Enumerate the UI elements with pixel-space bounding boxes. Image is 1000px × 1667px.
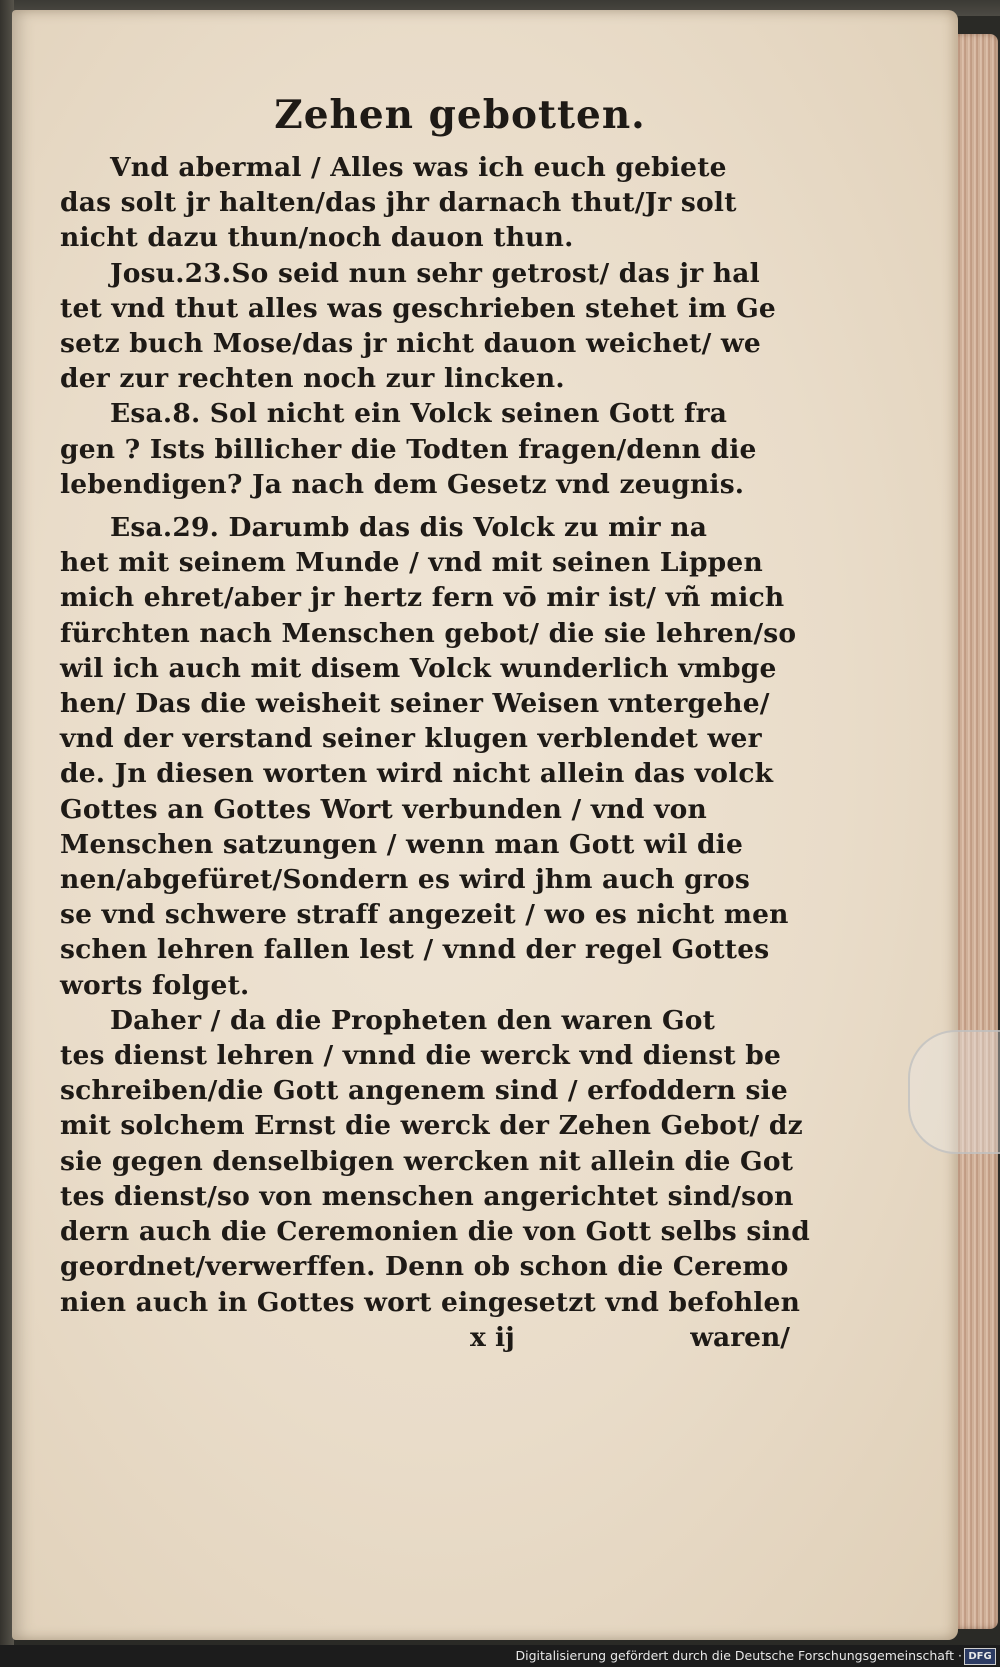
text-line: Esa.8. Sol nicht ein Volck seinen Gott fra	[110, 398, 728, 430]
text-line: se vnd schwere straff angezeit / wo es nicht men	[60, 899, 789, 931]
text-line: setz buch Mose/das jr nicht dauon weichet/ we	[60, 328, 761, 360]
page-clip	[908, 1030, 1000, 1154]
text-line: der zur rechten noch zur lincken.	[60, 363, 565, 395]
text-line: Esa.29. Darumb das dis Volck zu mir na	[110, 512, 708, 544]
text-line: worts folget.	[60, 969, 250, 1001]
text-line: tet vnd thut alles was geschrieben stehet im Ge	[60, 292, 776, 324]
text-line: vnd der verstand seiner klugen verblendet wer	[60, 723, 762, 755]
text-line: gen ? Ists billicher die Todten fragen/denn die	[60, 433, 757, 465]
text-line: das solt jr halten/das jhr darnach thut/Jr solt	[60, 187, 737, 219]
dfg-logo: DFG	[964, 1648, 996, 1665]
text-line: mich ehret/aber jr hertz fern vō mir ist/ vñ mich	[60, 582, 785, 614]
text-line: nien auch in Gottes wort eingesetzt vnd befohlen	[60, 1286, 801, 1318]
page-heading: Zehen gebotten.	[274, 92, 646, 138]
text-line: tes dienst lehren / vnnd die werck vnd dienst be	[60, 1040, 782, 1072]
text-line: hen/ Das die weisheit seiner Weisen vntergehe/	[60, 688, 770, 720]
text-line: geordnet/verwerffen. Denn ob schon die Ceremo	[60, 1251, 789, 1283]
funding-credit: Digitalisierung gefördert durch die Deutsche Forschungsgemeinschaft ·	[515, 1648, 962, 1663]
text-line: Daher / da die Propheten den waren Got	[110, 1004, 716, 1036]
book-page	[12, 10, 958, 1640]
text-lines	[60, 150, 830, 1320]
text-line: fürchten nach Menschen gebot/ die sie lehren/so	[60, 617, 797, 649]
catchword: waren/	[690, 1321, 790, 1353]
text-line: lebendigen? Ja nach dem Gesetz vnd zeugnis.	[60, 468, 745, 500]
credit-bar	[0, 1645, 1000, 1667]
text-line: het mit seinem Munde / vnd mit seinen Lippen	[60, 547, 763, 579]
text-line: tes dienst/so von menschen angerichtet sind/son	[60, 1180, 794, 1212]
page-edges	[955, 34, 998, 1629]
text-line: Vnd abermal / Alles was ich euch gebiete	[110, 152, 727, 183]
text-line: schreiben/die Gott angenem sind / erfoddern sie	[60, 1075, 788, 1107]
text-line: wil ich auch mit disem Volck wunderlich vmbge	[60, 652, 777, 684]
text-line: sie gegen denselbigen wercken nit allein die Got	[60, 1145, 794, 1177]
page-text	[60, 88, 830, 1356]
text-line: Josu.23.So seid nun sehr getrost/ das jr hal	[110, 257, 760, 289]
text-line: Gottes an Gottes Wort verbunden / vnd von	[60, 793, 707, 825]
signature-mark: x ij	[470, 1321, 515, 1353]
text-line: de. Jn diesen worten wird nicht allein das volck	[60, 758, 774, 790]
text-line: schen lehren fallen lest / vnnd der regel Gottes	[60, 934, 770, 966]
text-line: nen/abgefüret/Sondern es wird jhm auch gros	[60, 864, 750, 896]
text-line: mit solchem Ernst die werck der Zehen Gebot/ dz	[60, 1110, 803, 1142]
text-line: nicht dazu thun/noch dauon thun.	[60, 222, 574, 254]
text-line: dern auch die Ceremonien die von Gott selbs sind	[60, 1216, 810, 1248]
text-line: Menschen satzungen / wenn man Gott wil die	[60, 828, 744, 860]
page-footer	[60, 1320, 830, 1356]
